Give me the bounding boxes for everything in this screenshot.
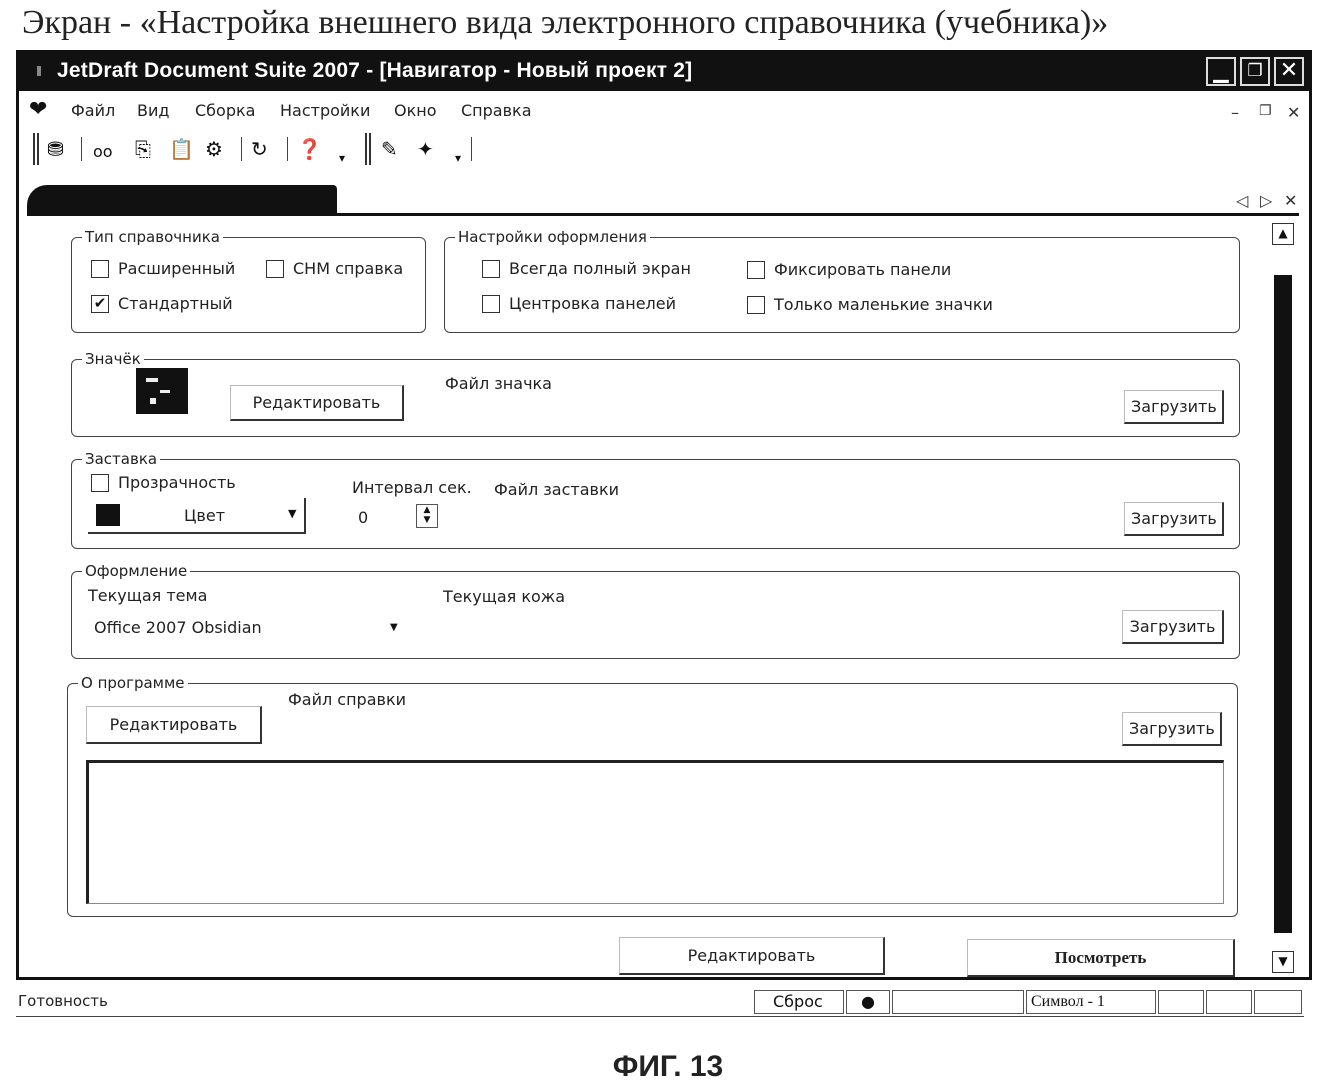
icon-group-legend: Значёк (82, 350, 144, 368)
center-panels-checkbox[interactable] (482, 295, 500, 313)
toolbar-dropdown-icon[interactable]: ▾ (455, 147, 461, 169)
splash-load-button[interactable]: Загрузить (1124, 502, 1224, 536)
color-swatch (96, 504, 120, 526)
build-icon[interactable]: ⚙ (205, 138, 223, 160)
transparency-checkbox[interactable] (91, 474, 109, 492)
tab-underline (27, 213, 1299, 216)
tab-navigator[interactable] (27, 185, 337, 215)
small-icons-label: Только маленькие значки (774, 295, 993, 314)
vertical-scrollbar[interactable] (1272, 223, 1296, 975)
toolbar-grip[interactable] (365, 133, 371, 165)
icon-file-label: Файл значка (445, 374, 552, 393)
extended-label: Расширенный (118, 259, 235, 278)
look-group (71, 571, 1240, 659)
menu-file[interactable]: Файл (71, 101, 115, 120)
copy-icon[interactable]: ⎘ (135, 138, 151, 160)
small-icons-checkbox[interactable] (747, 296, 765, 314)
toolbar-separator (241, 137, 242, 161)
splash-file-label: Файл заставки (494, 480, 619, 499)
toolbar-dropdown-icon[interactable]: ▾ (339, 147, 345, 169)
toolbar-grip[interactable] (33, 133, 39, 165)
mdi-minimize-icon[interactable]: – (1231, 103, 1239, 122)
help-icon[interactable]: ❓ (297, 138, 322, 160)
tab-close-icon[interactable]: ✕ (1284, 191, 1297, 210)
tab-prev-icon[interactable]: ◁ (1236, 191, 1248, 210)
view-button[interactable]: Посмотреть (967, 939, 1235, 977)
center-panels-label: Центровка панелей (509, 294, 676, 313)
status-ready: Готовность (18, 992, 108, 1010)
paste-icon[interactable]: 📋 (169, 138, 194, 160)
figure-caption: ФИГ. 13 (0, 1050, 1336, 1084)
extended-checkbox[interactable] (91, 260, 109, 278)
chevron-down-icon: ▼ (288, 507, 296, 520)
look-group-legend: Оформление (82, 562, 190, 580)
fix-panels-label: Фиксировать панели (774, 260, 951, 279)
minimize-button[interactable]: ▁ (1206, 57, 1236, 86)
caption-top: Экран - «Настройка внешнего вида электронного справочника (учебника)» (22, 4, 1108, 42)
refresh-icon[interactable]: ↻ (251, 138, 268, 160)
menu-build[interactable]: Сборка (195, 101, 255, 120)
toolbar (19, 131, 1309, 171)
find-icon[interactable]: oo (93, 141, 113, 163)
fullscreen-checkbox[interactable] (482, 260, 500, 278)
about-edit-button[interactable]: Редактировать (86, 706, 262, 744)
about-text-area[interactable] (86, 760, 1224, 904)
about-group (67, 683, 1238, 917)
status-divider (16, 1016, 1304, 1017)
status-panel-empty (892, 990, 1024, 1014)
skin-label: Текущая кожа (443, 587, 565, 606)
scroll-thumb[interactable] (1274, 275, 1292, 933)
menu-bar (19, 93, 1309, 125)
look-load-button[interactable]: Загрузить (1122, 610, 1224, 644)
transparency-label: Прозрачность (118, 473, 236, 492)
standard-label: Стандартный (118, 294, 233, 313)
toolbar-separator (287, 137, 288, 161)
chm-label: CHM справка (293, 259, 403, 278)
standard-checkbox[interactable]: ✔ (91, 295, 109, 313)
color-label: Цвет (184, 506, 225, 525)
title-bar (19, 53, 1309, 91)
design-group-legend: Настройки оформления (455, 228, 650, 246)
window-title: JetDraft Document Suite 2007 - [Навигатор - Новый проект 2] (57, 59, 692, 83)
chevron-down-icon: ▼ (390, 622, 398, 633)
splash-group (71, 459, 1240, 549)
status-panel-empty (1158, 990, 1204, 1014)
toolbar-separator (471, 137, 472, 161)
status-panel-empty (1206, 990, 1252, 1014)
fullscreen-label: Всегда полный экран (509, 259, 691, 278)
theme-label: Текущая тема (88, 586, 207, 605)
project-icon[interactable]: ⛃ (47, 138, 64, 160)
about-group-legend: О программе (78, 674, 188, 692)
globe-icon: ● (846, 990, 890, 1014)
app-menu-icon[interactable]: ❤ (29, 97, 47, 122)
wizard-icon[interactable]: ✦ (417, 138, 434, 160)
close-button[interactable]: ✕ (1274, 57, 1304, 86)
theme-dropdown[interactable] (88, 612, 408, 642)
chm-checkbox[interactable] (266, 260, 284, 278)
edit-button[interactable]: Редактировать (619, 937, 885, 975)
menu-window[interactable]: Окно (394, 101, 437, 120)
mdi-restore-icon[interactable]: ❐ (1259, 103, 1272, 119)
type-group-legend: Тип справочника (82, 228, 223, 246)
icon-preview (136, 368, 188, 414)
restore-button[interactable]: ❐ (1240, 57, 1270, 86)
interval-label: Интервал сек. (352, 478, 472, 497)
scroll-down-icon[interactable]: ▼ (1272, 951, 1294, 973)
fix-panels-checkbox[interactable] (747, 261, 765, 279)
icon-edit-button[interactable]: Редактировать (230, 385, 404, 421)
status-bar (16, 988, 1304, 1018)
splash-group-legend: Заставка (82, 450, 160, 468)
app-icon (37, 66, 41, 76)
app-window (16, 50, 1312, 980)
toolbar-separator (81, 137, 82, 161)
menu-help[interactable]: Справка (461, 101, 532, 120)
icon-group (71, 359, 1240, 437)
design-group (444, 237, 1240, 333)
status-symbol: Символ - 1 (1026, 990, 1156, 1014)
interval-spinner[interactable]: ▲ ▼ (416, 504, 438, 528)
scroll-up-icon[interactable]: ▲ (1272, 223, 1294, 245)
menu-settings[interactable]: Настройки (280, 101, 370, 120)
about-load-button[interactable]: Загрузить (1122, 712, 1222, 746)
menu-view[interactable]: Вид (137, 101, 169, 120)
help-file-label: Файл справки (288, 690, 406, 709)
status-panel-empty (1254, 990, 1302, 1014)
interval-value[interactable]: 0 (358, 508, 368, 527)
type-group (71, 237, 426, 333)
tab-next-icon[interactable]: ▷ (1260, 191, 1272, 210)
status-reset: Сброс (754, 990, 844, 1014)
mdi-close-icon[interactable]: ✕ (1287, 103, 1300, 122)
tools-icon[interactable]: ✎ (381, 138, 398, 160)
color-dropdown[interactable] (88, 498, 306, 534)
icon-load-button[interactable]: Загрузить (1124, 390, 1224, 424)
theme-value: Office 2007 Obsidian (94, 618, 262, 637)
